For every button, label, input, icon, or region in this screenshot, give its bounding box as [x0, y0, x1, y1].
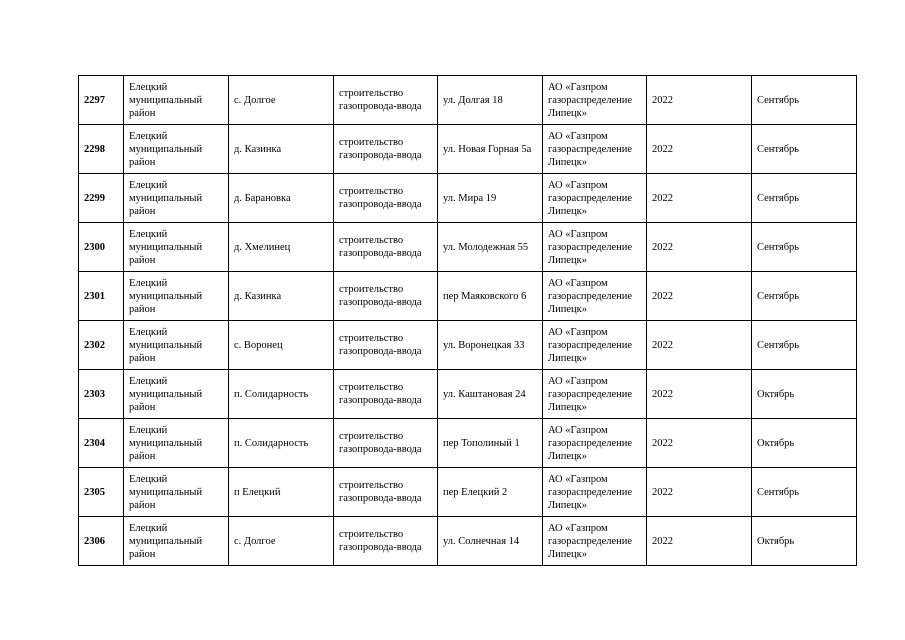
district-cell: Елецкий муниципальный район [124, 468, 229, 517]
locality-cell: п. Солидарность [229, 419, 334, 468]
year-cell: 2022 [647, 468, 752, 517]
table-row [79, 468, 857, 517]
year-cell: 2022 [647, 321, 752, 370]
table-row [79, 174, 857, 223]
month-cell: Сентябрь [752, 125, 857, 174]
locality-cell: д. Казинка [229, 272, 334, 321]
gasification-schedule-table [78, 75, 857, 566]
table-row [79, 517, 857, 566]
table-row [79, 419, 857, 468]
work-type-cell: строительство газопровода-ввода [334, 223, 438, 272]
address-cell: ул. Молодежная 55 [438, 223, 543, 272]
organization-cell: АО «Газпром газораспределение Липецк» [543, 174, 647, 223]
year-cell: 2022 [647, 517, 752, 566]
table-row [79, 76, 857, 125]
row-number: 2305 [79, 468, 124, 517]
organization-cell: АО «Газпром газораспределение Липецк» [543, 419, 647, 468]
address-cell: ул. Воронецкая 33 [438, 321, 543, 370]
month-cell: Сентябрь [752, 76, 857, 125]
table-row [79, 125, 857, 174]
table-body [79, 76, 857, 566]
district-cell: Елецкий муниципальный район [124, 223, 229, 272]
locality-cell: с. Долгое [229, 517, 334, 566]
locality-cell: д. Хмелинец [229, 223, 334, 272]
organization-cell: АО «Газпром газораспределение Липецк» [543, 517, 647, 566]
address-cell: ул. Новая Горная 5а [438, 125, 543, 174]
work-type-cell: строительство газопровода-ввода [334, 517, 438, 566]
table-row [79, 272, 857, 321]
organization-cell: АО «Газпром газораспределение Липецк» [543, 272, 647, 321]
locality-cell: д. Барановка [229, 174, 334, 223]
month-cell: Октябрь [752, 517, 857, 566]
month-cell: Октябрь [752, 419, 857, 468]
address-cell: ул. Долгая 18 [438, 76, 543, 125]
organization-cell: АО «Газпром газораспределение Липецк» [543, 468, 647, 517]
locality-cell: с. Воронец [229, 321, 334, 370]
locality-cell: с. Долгое [229, 76, 334, 125]
work-type-cell: строительство газопровода-ввода [334, 174, 438, 223]
row-number: 2299 [79, 174, 124, 223]
district-cell: Елецкий муниципальный район [124, 76, 229, 125]
month-cell: Сентябрь [752, 468, 857, 517]
month-cell: Сентябрь [752, 174, 857, 223]
organization-cell: АО «Газпром газораспределение Липецк» [543, 321, 647, 370]
organization-cell: АО «Газпром газораспределение Липецк» [543, 223, 647, 272]
month-cell: Сентябрь [752, 272, 857, 321]
work-type-cell: строительство газопровода-ввода [334, 76, 438, 125]
organization-cell: АО «Газпром газораспределение Липецк» [543, 370, 647, 419]
year-cell: 2022 [647, 272, 752, 321]
address-cell: ул. Мира 19 [438, 174, 543, 223]
work-type-cell: строительство газопровода-ввода [334, 125, 438, 174]
row-number: 2302 [79, 321, 124, 370]
row-number: 2304 [79, 419, 124, 468]
locality-cell: п Елецкий [229, 468, 334, 517]
work-type-cell: строительство газопровода-ввода [334, 468, 438, 517]
year-cell: 2022 [647, 125, 752, 174]
year-cell: 2022 [647, 370, 752, 419]
district-cell: Елецкий муниципальный район [124, 517, 229, 566]
row-number: 2303 [79, 370, 124, 419]
row-number: 2298 [79, 125, 124, 174]
work-type-cell: строительство газопровода-ввода [334, 321, 438, 370]
table-row [79, 370, 857, 419]
address-cell: ул. Каштановая 24 [438, 370, 543, 419]
row-number: 2306 [79, 517, 124, 566]
table-row [79, 223, 857, 272]
work-type-cell: строительство газопровода-ввода [334, 272, 438, 321]
district-cell: Елецкий муниципальный район [124, 370, 229, 419]
year-cell: 2022 [647, 174, 752, 223]
table-row [79, 321, 857, 370]
month-cell: Сентябрь [752, 223, 857, 272]
row-number: 2297 [79, 76, 124, 125]
row-number: 2300 [79, 223, 124, 272]
address-cell: ул. Солнечная 14 [438, 517, 543, 566]
address-cell: пер Елецкий 2 [438, 468, 543, 517]
district-cell: Елецкий муниципальный район [124, 272, 229, 321]
month-cell: Сентябрь [752, 321, 857, 370]
district-cell: Елецкий муниципальный район [124, 125, 229, 174]
year-cell: 2022 [647, 76, 752, 125]
organization-cell: АО «Газпром газораспределение Липецк» [543, 76, 647, 125]
district-cell: Елецкий муниципальный район [124, 174, 229, 223]
work-type-cell: строительство газопровода-ввода [334, 419, 438, 468]
row-number: 2301 [79, 272, 124, 321]
year-cell: 2022 [647, 223, 752, 272]
organization-cell: АО «Газпром газораспределение Липецк» [543, 125, 647, 174]
district-cell: Елецкий муниципальный район [124, 321, 229, 370]
year-cell: 2022 [647, 419, 752, 468]
locality-cell: п. Солидарность [229, 370, 334, 419]
address-cell: пер Маяковского 6 [438, 272, 543, 321]
district-cell: Елецкий муниципальный район [124, 419, 229, 468]
work-type-cell: строительство газопровода-ввода [334, 370, 438, 419]
locality-cell: д. Казинка [229, 125, 334, 174]
month-cell: Октябрь [752, 370, 857, 419]
address-cell: пер Тополиный 1 [438, 419, 543, 468]
